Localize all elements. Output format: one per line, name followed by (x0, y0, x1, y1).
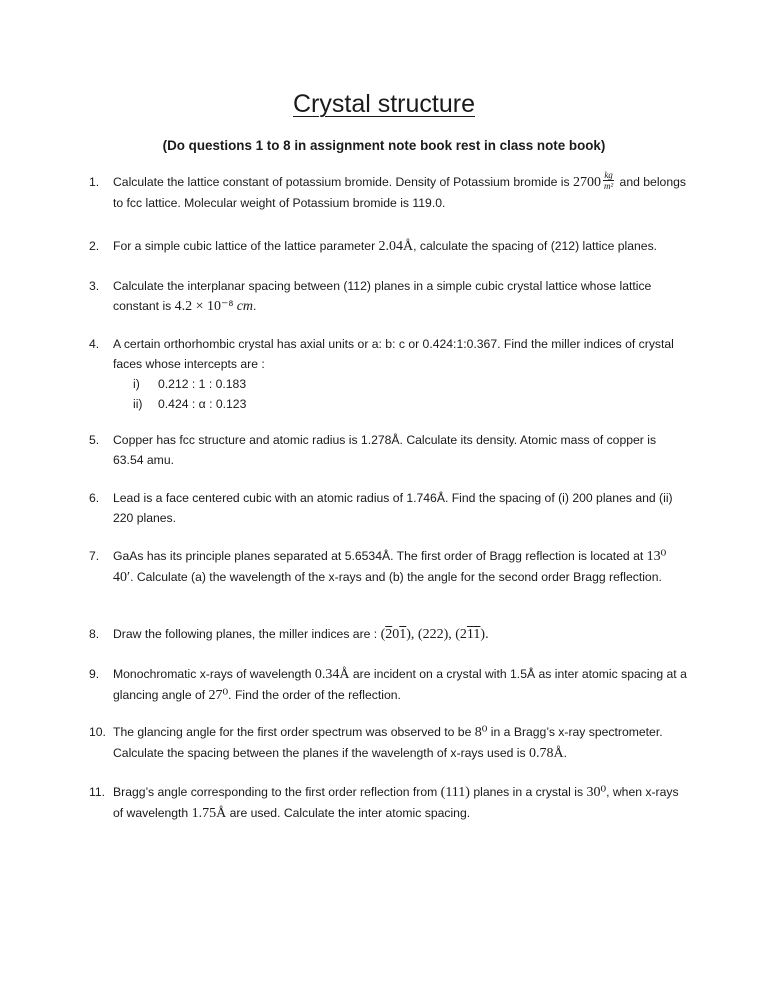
math-value: 4.2 × 10⁻⁸ (174, 299, 234, 314)
question-2 (89, 236, 689, 257)
question-number: 9. (89, 667, 100, 681)
miller-indices (381, 627, 489, 642)
question-text-post: . Find the order of the reflection. (228, 688, 401, 702)
sub-list (113, 374, 689, 414)
index-bar: 1 (399, 627, 407, 642)
question-4 (89, 334, 689, 414)
question-text-pre: Calculate the lattice constant of potassium bromide. Density of Potassium bromide is (113, 175, 573, 189)
question-number: 5. (89, 433, 100, 447)
page-subtitle: (Do questions 1 to 8 in assignment note book rest in class note book) (162, 138, 606, 153)
list-item-text: 0.212 : 1 : 0.183 (158, 377, 247, 391)
math-value: 2700 (572, 175, 601, 190)
plane: (222), (417, 627, 456, 642)
question-8 (89, 624, 689, 645)
math-value: (111) (440, 785, 470, 800)
question-text-post: in a Bragg’s x-ray spectrometer. Calculate the spacing between the planes if the wavelength of x-rays used is (113, 725, 663, 760)
question-text-post: and belongs to fcc lattice. Molecular weight of Potassium bromide is 119.0. (113, 175, 686, 211)
question-7 (89, 546, 689, 588)
question-number: 3. (89, 279, 100, 293)
index: 0 (392, 627, 400, 642)
question-number: 10. (89, 725, 106, 739)
question-number: 2. (89, 239, 100, 253)
question-number: 4. (89, 337, 100, 351)
question-text-main: A certain orthorhombic crystal has axial units or a: b: c or 0.424:1:0.367. Find the miller indices of crystal faces whose intercepts are : (113, 337, 674, 371)
question-5 (89, 430, 689, 470)
list-item (113, 374, 689, 394)
index-bar: 2 (385, 627, 393, 642)
question-3 (89, 276, 689, 317)
list-marker: i) (133, 377, 140, 391)
question-text-pre: Monochromatic x-rays of wavelength (113, 667, 315, 681)
question-text-pre: The glancing angle for the first order spectrum was observed to be (113, 725, 475, 739)
question-text-post: are used. Calculate the inter atomic spacing. (226, 806, 471, 820)
question-number: 7. (89, 549, 100, 563)
question-number: 1. (89, 175, 100, 189)
question-text (113, 664, 689, 706)
question-text (113, 546, 689, 588)
math-value: 0.78Å (528, 746, 564, 761)
question-9 (89, 664, 689, 706)
paren: ( (380, 627, 386, 642)
question-text: Copper has fcc structure and atomic radius is 1.278Å. Calculate its density. Atomic mass of copper is 63.54 amu. (113, 433, 657, 467)
question-text (113, 782, 689, 824)
fraction-numerator: kg (604, 170, 613, 181)
index-bar: 1 (473, 627, 481, 642)
question-text-pre: Draw the following planes, the miller indices are : (113, 627, 381, 641)
paren: ), (406, 627, 418, 642)
question-text (113, 276, 689, 317)
question-text-mid: planes in a crystal is (469, 785, 587, 799)
question-1 (89, 172, 689, 213)
math-value: 0.34Å (314, 667, 350, 682)
math-value: 1.75Å (191, 806, 227, 821)
question-text (113, 172, 689, 213)
question-text (113, 624, 689, 645)
question-number: 6. (89, 491, 100, 505)
punct: . (485, 627, 489, 642)
math-unit: cm (236, 299, 254, 314)
question-number: 8. (89, 627, 100, 641)
question-text-pre: For a simple cubic lattice of the lattice parameter (113, 239, 379, 253)
index-bar: 1 (466, 627, 474, 642)
question-6 (89, 488, 689, 528)
list-marker: ii) (133, 397, 143, 411)
list-item-text: 0.424 : α : 0.123 (158, 397, 247, 411)
math-value: 8⁰ (474, 725, 488, 740)
paren: (2 (455, 627, 467, 642)
page-title: Crystal structure (293, 90, 475, 118)
question-text (113, 722, 689, 764)
question-text-mid: , when x-rays of wavelength (113, 785, 679, 820)
question-text (113, 236, 689, 257)
question-number: 11. (89, 785, 106, 799)
question-text-pre: Bragg’s angle corresponding to the first order reflection from (113, 785, 441, 799)
fraction-denominator: m² (603, 181, 614, 192)
math-value: 2.04Å (378, 239, 414, 254)
question-text-post: , calculate the spacing of (212) lattice planes. (413, 239, 658, 253)
question-text-pre: Calculate the interplanar spacing between (112) planes in a simple cubic crystal lattice whose lattice constant is (113, 279, 652, 313)
math-value: 27⁰ (208, 688, 229, 703)
list-item (113, 394, 689, 414)
question-text-post: . Calculate (a) the wavelength of the x-rays and (b) the angle for the second order Bragg reflection. (130, 570, 662, 584)
question-11 (89, 782, 689, 824)
math-value: 30⁰ (586, 785, 607, 800)
question-10 (89, 722, 689, 764)
punct: . (563, 746, 567, 760)
question-text-post: . (253, 299, 257, 313)
paren: ) (480, 627, 486, 642)
unit-fraction (603, 170, 614, 191)
question-text-mid: are incident on a crystal with 1.5Å as inter atomic spacing at a glancing angle of (113, 667, 687, 702)
question-text-pre: GaAs has its principle planes separated at 5.6534Å. The first order of Bragg reflection is located at (113, 549, 647, 563)
math-value: 13⁰ 40′ (113, 549, 667, 585)
question-text: Lead is a face centered cubic with an atomic radius of 1.746Å. Find the spacing of (i) 200 planes and (ii) 220 planes. (113, 491, 673, 525)
question-text (113, 334, 689, 414)
